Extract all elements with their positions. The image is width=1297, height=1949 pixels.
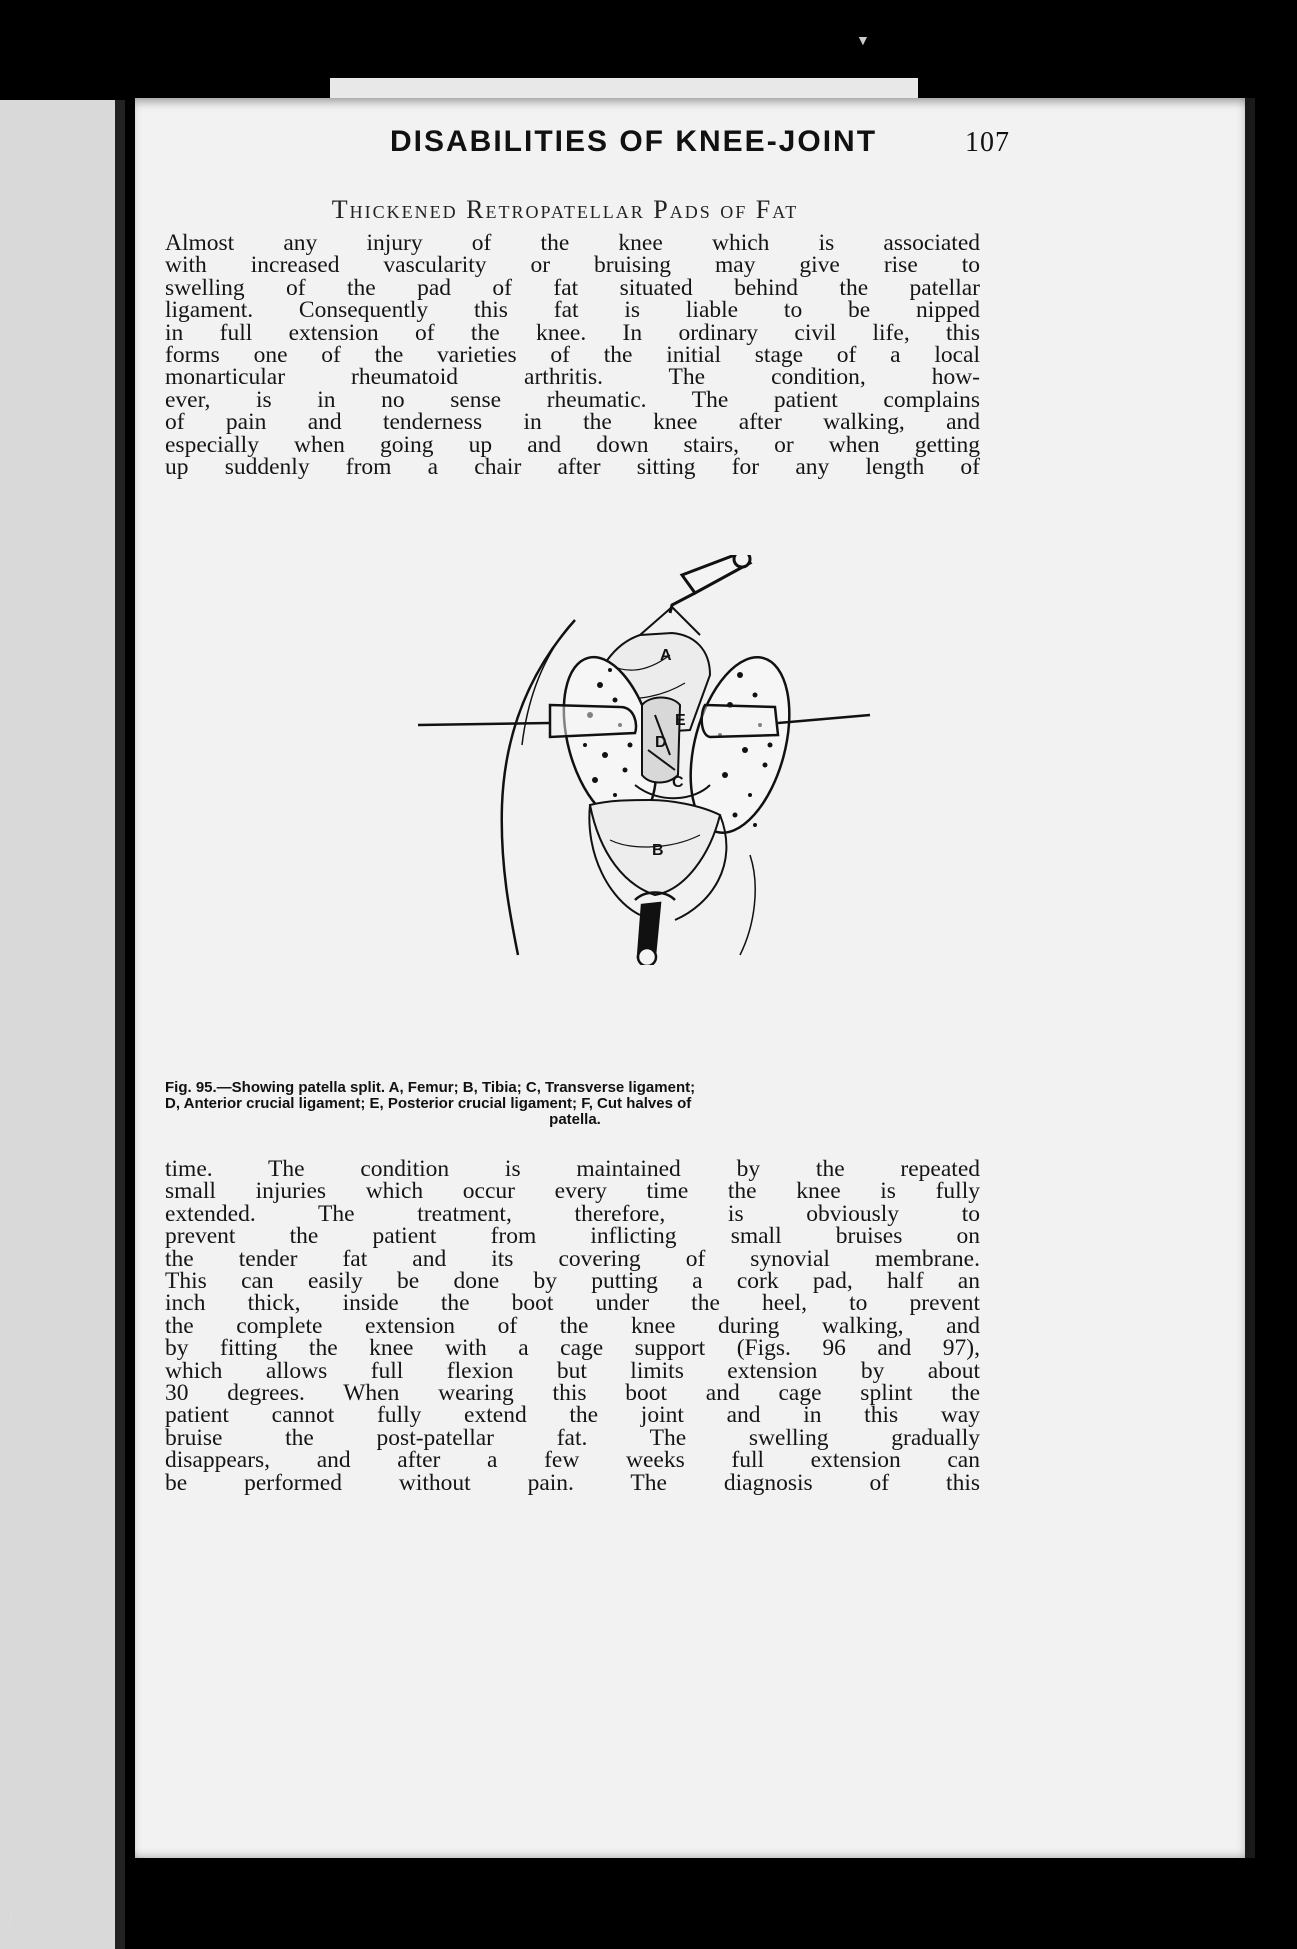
figure-label-d: D <box>655 734 667 751</box>
text-line: monarticular rheumatoid arthritis. The condition, how- <box>165 364 980 391</box>
scan-edge-mark: / <box>8 1910 14 1930</box>
text-line: patient cannot fully extend the joint and in this way <box>165 1402 980 1429</box>
caption-line: patella. <box>549 1111 601 1128</box>
text-line: Almost any injury of the knee which is associated <box>165 230 980 256</box>
paragraph-1 <box>165 230 980 481</box>
text-line: swelling of the pad of fat situated behind the patellar <box>165 274 980 301</box>
running-head-title: DISABILITIES OF KNEE-JOINT <box>390 125 878 158</box>
figure-label-a: A <box>660 647 672 664</box>
scan-mark: ▼ <box>856 32 870 48</box>
page-top-edge <box>330 78 918 100</box>
text-line: the tender fat and its covering of synovial membrane. <box>165 1245 980 1272</box>
text-line: ligament. Consequently this fat is liable to be nipped <box>165 297 980 324</box>
section-heading: Thickened Retropatellar Pads of Fat <box>331 195 799 224</box>
figure-label-e: E <box>675 712 686 729</box>
lower-retractor <box>635 893 675 966</box>
paragraph-2 <box>165 1158 980 1494</box>
text-line: which allows full flexion but limits extension by about <box>165 1357 980 1384</box>
caption-line: Fig. 95.—Showing patella split. A, Femur; B, Tibia; C, Transverse ligament; <box>165 1079 696 1096</box>
text-line: with increased vascularity or bruising may give rise to <box>165 252 980 279</box>
figure-caption <box>165 1080 985 1128</box>
figure-label-c: C <box>672 774 684 791</box>
text-line: by fitting the knee with a cage support (Figs. 96 and 97), <box>165 1335 980 1362</box>
facing-page-edge <box>0 100 125 1949</box>
page-number: 107 <box>965 127 1010 158</box>
upper-retractor <box>640 555 750 635</box>
text-line: ever, is in no sense rheumatic. The patient complains <box>165 386 980 413</box>
text-line: This can easily be done by putting a cork pad, half an <box>165 1268 980 1295</box>
text-line: 30 degrees. When wearing this boot and cage splint the <box>165 1380 980 1407</box>
text-line: of pain and tenderness in the knee after walking, and <box>165 409 980 436</box>
page-right-shadow <box>1245 98 1255 1858</box>
text-line: the complete extension of the knee during walking, and <box>165 1312 980 1339</box>
text-line: bruise the post-patellar fat. The swelling gradually <box>165 1424 980 1451</box>
text-line: especially when going up and down stairs, or when getting <box>165 431 980 458</box>
spine-shadow <box>115 100 125 1949</box>
text-line: disappears, and after a few weeks full extension can <box>165 1447 980 1474</box>
skin-outline <box>502 620 575 955</box>
text-line: be performed without pain. The diagnosis of this <box>165 1469 980 1496</box>
text-line: inch thick, inside the boot under the heel, to prevent <box>165 1290 980 1317</box>
figure-label-b: B <box>652 842 664 859</box>
text-line: in full extension of the knee. In ordinary civil life, this <box>165 319 980 346</box>
knee-surgery-illustration <box>410 555 880 965</box>
text-line: extended. The treatment, therefore, is obviously to <box>165 1200 980 1227</box>
text-line: small injuries which occur every time the knee is fully <box>165 1178 980 1205</box>
text-line: up suddenly from a chair after sitting for any length of <box>165 454 980 481</box>
text-line: time. The condition is maintained by the repeated <box>165 1156 980 1182</box>
caption-line: D, Anterior crucial ligament; E, Posterior crucial ligament; F, Cut halves of <box>165 1095 692 1112</box>
text-line: forms one of the varieties of the initial stage of a local <box>165 342 980 369</box>
text-line: prevent the patient from inflicting small bruises on <box>165 1223 980 1250</box>
